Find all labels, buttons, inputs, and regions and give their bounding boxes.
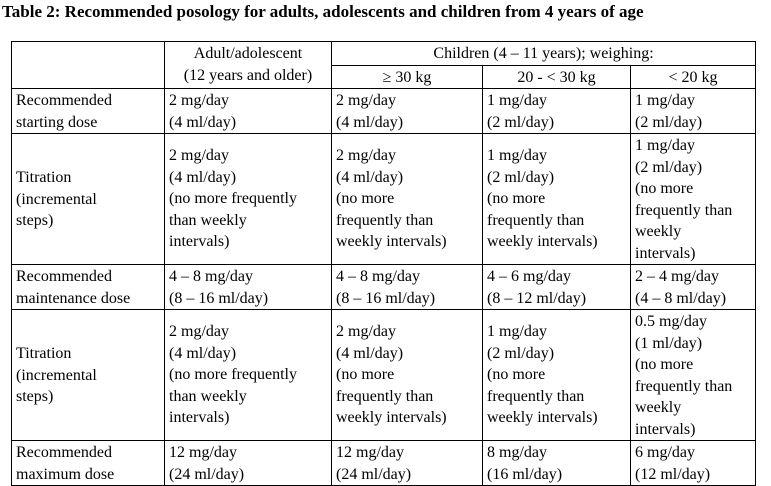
dose-line: 12 mg/day [169,444,237,461]
dose-line: than weekly [169,211,247,229]
dose-line: 12 mg/day [336,444,404,461]
dose-line: (4 ml/day) [336,344,404,362]
dose-line: 2 mg/day [169,323,229,340]
row-label-line: maintenance dose [16,289,131,307]
dose-line: weekly intervals) [487,233,598,250]
dose-cell [483,441,631,486]
dose-line: 2 mg/day [336,147,396,164]
dose-line: (no more [635,356,694,373]
dose-cell [165,441,332,486]
table-row [12,89,756,134]
header-children-cell [332,42,756,66]
dose-line: 4 – 8 mg/day [169,268,253,285]
dose-line: intervals) [169,409,230,426]
row-label-cell [12,134,165,265]
dose-line: (1 ml/day) [635,334,703,352]
header-adult-label: Adult/adolescent [193,45,303,62]
dose-line: 1 mg/day [635,92,695,109]
dose-line: 1 mg/day [635,137,695,154]
dose-cell [332,134,483,265]
dose-cell [631,89,756,134]
dose-line: 6 mg/day [635,444,695,461]
row-label-line: Recommended [16,92,112,109]
dose-line: (2 ml/day) [635,113,703,131]
header-col-20-30: 20 - < 30 kg [483,65,631,89]
table-row [12,441,756,486]
dose-line: (4 ml/day) [169,168,237,186]
dose-line: (24 ml/day) [169,465,245,483]
dose-line: weekly intervals) [336,233,447,250]
dose-line: 1 mg/day [487,147,547,164]
dose-line: 0.5 mg/day [635,313,707,330]
dose-line: (4 ml/day) [336,113,404,131]
header-adult-age: (12 years and older) [183,66,313,84]
dose-line: (2 ml/day) [635,158,703,176]
dose-line: 2 mg/day [336,92,396,109]
posology-table [11,41,756,486]
dose-cell [332,310,483,441]
dose-line: 2 mg/day [336,323,396,340]
dose-line: 4 – 6 mg/day [487,268,571,285]
row-label-line: Recommended [16,444,112,461]
row-label-line: Titration [16,169,72,187]
dose-line: (8 – 16 ml/day) [336,289,436,307]
dose-line: 2 mg/day [169,147,229,164]
row-label-cell [12,310,165,441]
dose-line: (no more [635,180,694,197]
table-title: Table 2: Recommended posology for adults, adolescents and children from 4 years of age [2,2,644,21]
dose-cell [483,89,631,134]
header-children-label: Children (4 – 11 years); weighing: [433,45,654,62]
dose-cell [483,134,631,265]
dose-cell [483,310,631,441]
table-row [12,265,756,310]
dose-line: weekly intervals) [336,409,447,426]
dose-line: frequently than [635,377,733,395]
dose-line: (2 ml/day) [487,344,555,362]
header-empty-cell [12,42,165,89]
dose-line: intervals) [635,244,696,262]
header-col-lt20: < 20 kg [631,65,756,89]
dose-line: (2 ml/day) [487,113,555,131]
row-label-line: (incremental [16,190,97,208]
dose-line: weekly [635,223,682,240]
dose-line: 2 – 4 mg/day [635,268,719,285]
dose-cell [332,441,483,486]
dose-line: (12 ml/day) [635,465,711,483]
dose-line: frequently than [336,211,434,229]
dose-cell [483,265,631,310]
dose-line: 4 – 8 mg/day [336,268,420,285]
dose-line: weekly intervals) [487,409,598,426]
table-row [12,134,756,265]
row-label-line: steps) [16,388,54,406]
dose-line: (no more [487,190,546,207]
row-label-line: (incremental [16,366,97,384]
row-label-line: starting dose [16,113,98,131]
dose-line: intervals) [635,420,696,438]
row-label-cell [12,441,165,486]
header-col-ge30: ≥ 30 kg [332,65,483,89]
header-adult-cell [165,42,332,89]
dose-line: frequently than [635,201,733,219]
dose-cell [165,265,332,310]
dose-line: than weekly [169,387,247,405]
dose-cell [332,265,483,310]
dose-line: (24 ml/day) [336,465,412,483]
dose-line: (no more frequently [169,190,297,207]
row-label-cell [12,89,165,134]
dose-cell [332,89,483,134]
dose-cell [165,134,332,265]
row-label-cell [12,265,165,310]
dose-line: 1 mg/day [487,323,547,340]
dose-cell [631,134,756,265]
row-label-line: Titration [16,345,72,363]
row-label-line: maximum dose [16,465,115,483]
dose-line: (4 ml/day) [169,113,237,131]
dose-line: frequently than [336,387,434,405]
dose-line: (4 ml/day) [169,344,237,362]
dose-line: (no more [336,190,395,207]
dose-line: weekly [635,399,682,416]
dose-line: (no more frequently [169,366,297,383]
dose-line: 1 mg/day [487,92,547,109]
row-label-line: Recommended [16,268,112,285]
dose-line: (no more [336,366,395,383]
dose-cell [165,89,332,134]
dose-cell [165,310,332,441]
dose-line: (4 – 8 ml/day) [635,289,727,307]
dose-line: 8 mg/day [487,444,547,461]
dose-line: (4 ml/day) [336,168,404,186]
table-row [12,310,756,441]
dose-line: (8 – 12 ml/day) [487,289,587,307]
dose-line: (8 – 16 ml/day) [169,289,269,307]
dose-line: (16 ml/day) [487,465,563,483]
dose-cell [631,310,756,441]
dose-line: frequently than [487,211,585,229]
dose-line: (2 ml/day) [487,168,555,186]
table-body [12,89,756,486]
dose-line: frequently than [487,387,585,405]
dose-line: 2 mg/day [169,92,229,109]
dose-cell [631,441,756,486]
dose-cell [631,265,756,310]
dose-line: intervals) [169,233,230,250]
row-label-line: steps) [16,212,54,230]
header-row-1 [12,42,756,66]
dose-line: (no more [487,366,546,383]
